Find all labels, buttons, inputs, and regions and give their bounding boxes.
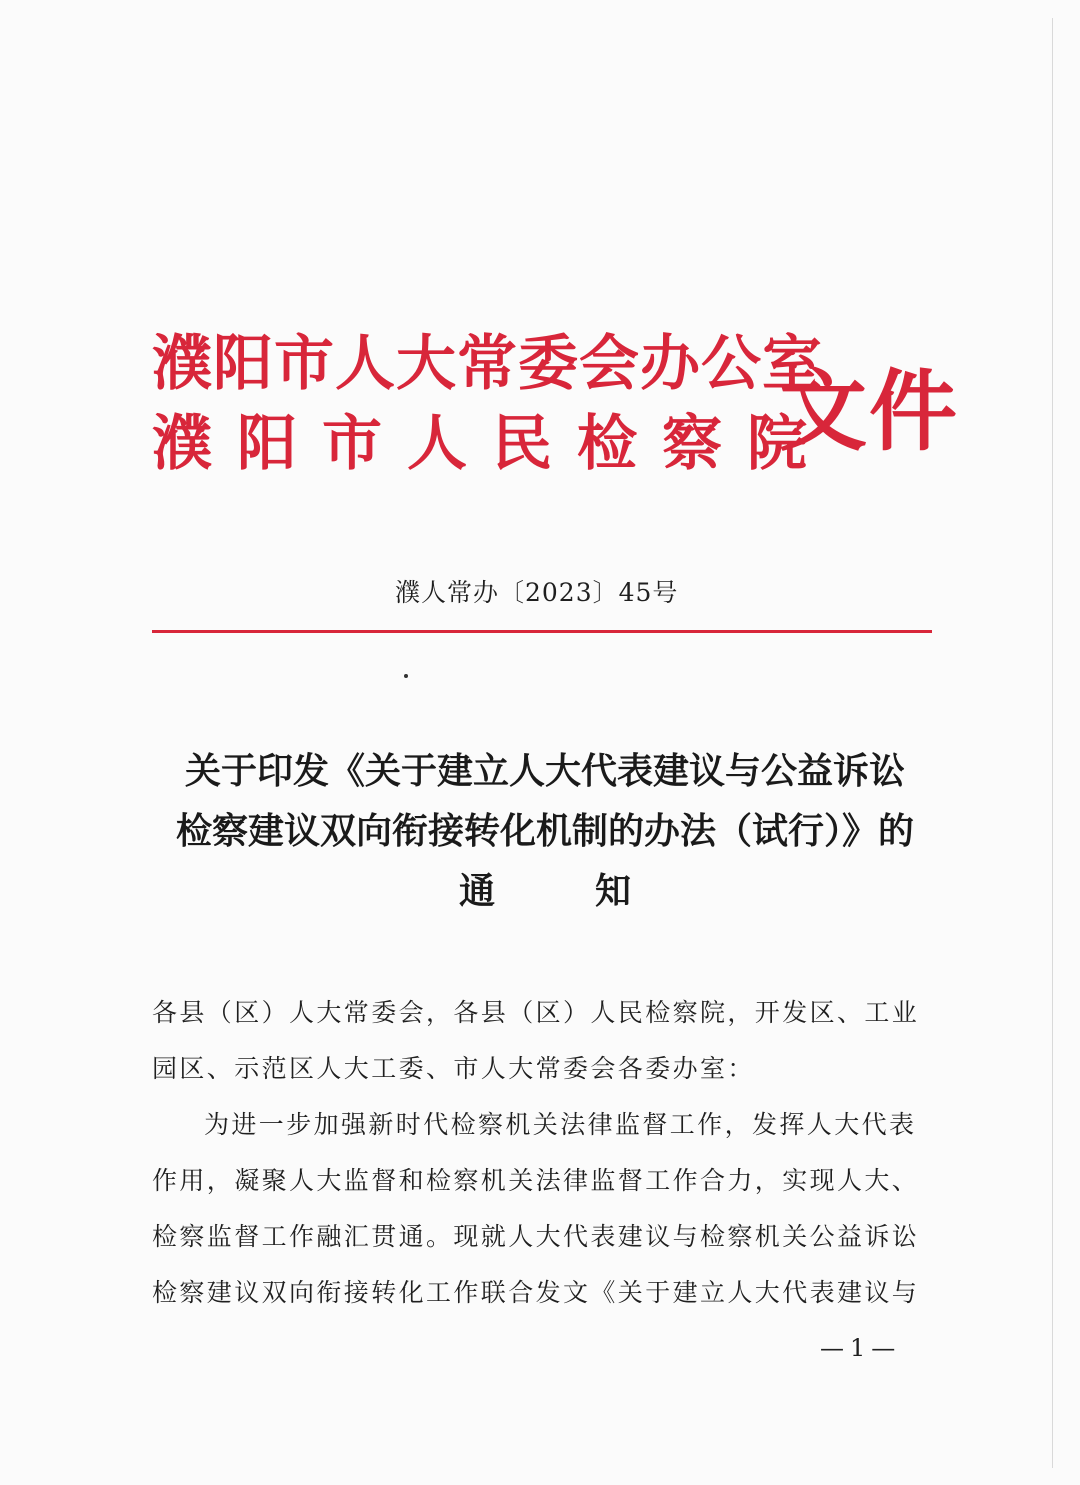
stray-dot [404, 674, 408, 678]
red-header [152, 322, 960, 492]
document-number: 濮人常办〔2023〕45号 [395, 578, 679, 607]
header-suffix: 文件 [779, 360, 960, 463]
body-line-4: 检察建议双向衔接转化工作联合发文《关于建立人大代表建议与 [152, 1278, 920, 1307]
body-line-1: 为进一步加强新时代检察机关法律监督工作，发挥人大代表 [204, 1110, 917, 1139]
header-issuer-1: 濮阳市人大常委会办公室 [152, 329, 823, 399]
header-issuer-2: 濮阳市人民检察院 [152, 409, 832, 479]
addressee-line-2: 园区、示范区人大工委、市人大常委会各委办室： [152, 1054, 755, 1083]
addressee-line-1: 各县（区）人大常委会，各县（区）人民检察院，开发区、工业 [152, 998, 920, 1027]
document-title [150, 742, 940, 922]
title-line-3: 通知 [458, 871, 731, 912]
red-divider-line [152, 630, 932, 633]
body-line-3: 检察监督工作融汇贯通。现就人大代表建议与检察机关公益诉讼 [152, 1222, 920, 1251]
body-paragraph [152, 1097, 934, 1321]
scan-edge [1052, 18, 1053, 1468]
page-number: —1— [820, 1334, 902, 1362]
addressee-block [152, 985, 934, 1097]
title-line-2: 检察建议双向衔接转化机制的办法（试行）》的 [175, 811, 914, 852]
body-line-2: 作用，凝聚人大监督和检察机关法律监督工作合力，实现人大、 [152, 1166, 920, 1195]
title-line-1: 关于印发《关于建立人大代表建议与公益诉讼 [184, 751, 905, 792]
